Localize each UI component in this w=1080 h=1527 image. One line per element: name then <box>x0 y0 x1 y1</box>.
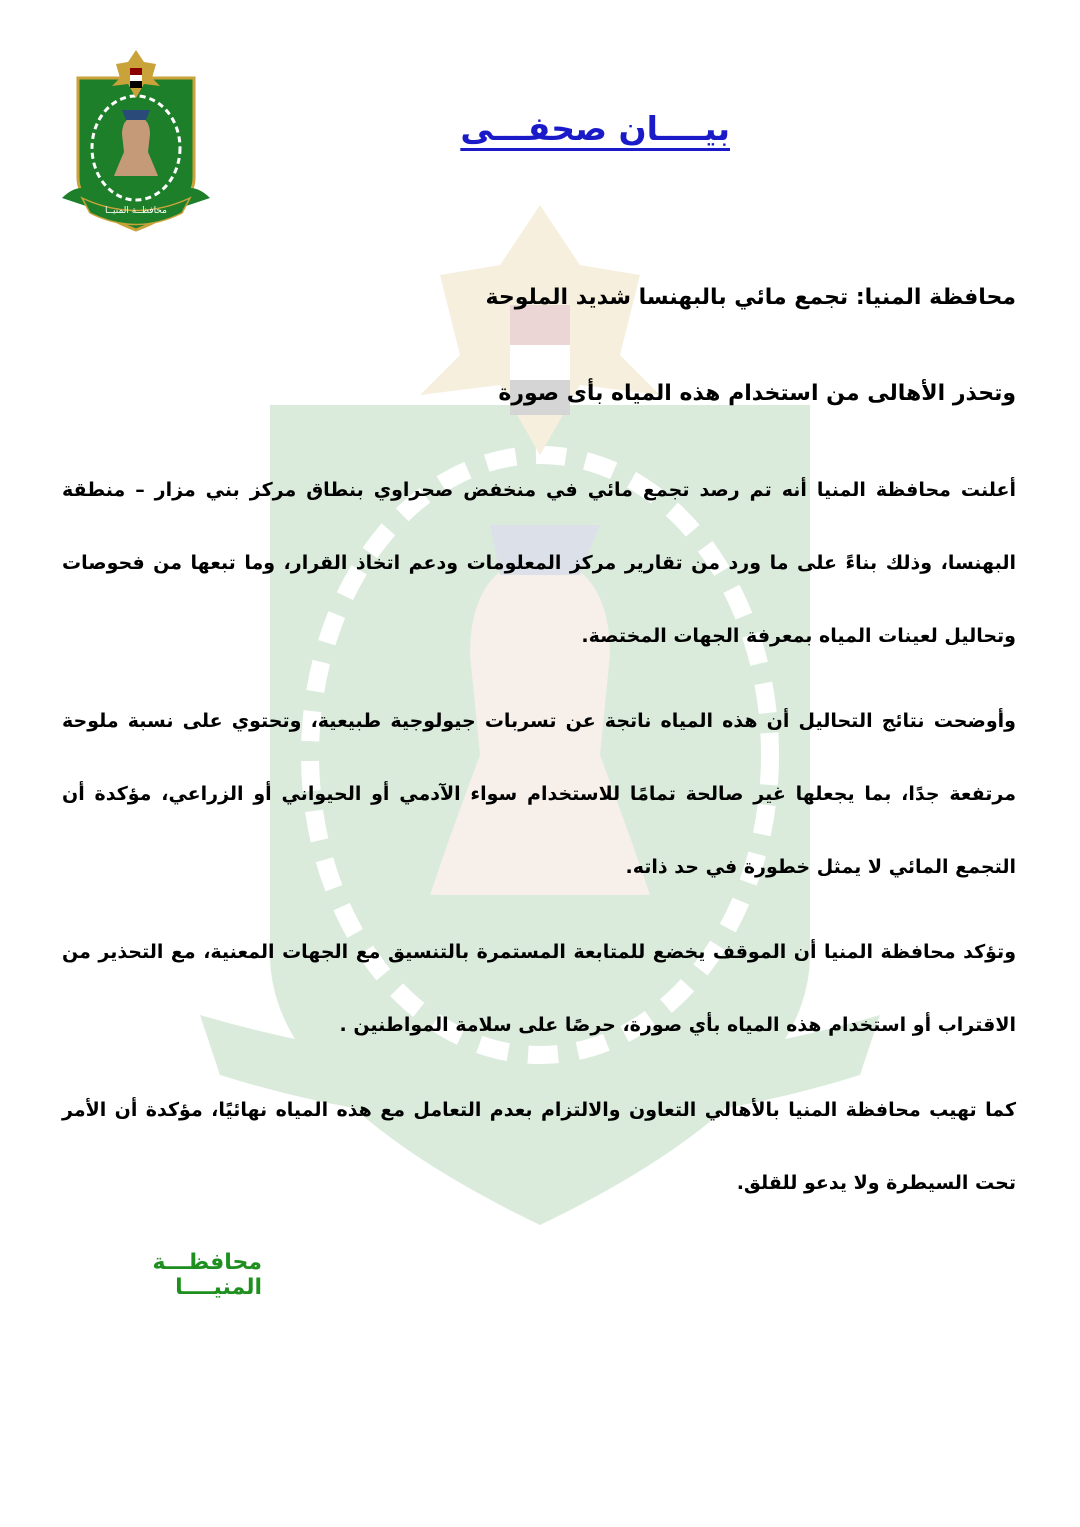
paragraph-1: أعلنت محافظة المنيا أنه تم رصد تجمع مائي في منخفض صحراوي بنطاق مركز بني مزار – منطقة البهنسا، وذلك بناءً على ما ورد من تقارير مركز المعلومات ودعم اتخاذ القرار، وما تبعها من فحوصات وتحاليل لعينات المياه بمعرفة الجهات المختصة. <box>62 479 1016 647</box>
paragraph-3: وتؤكد محافظة المنيا أن الموقف يخضع للمتابعة المستمرة بالتنسيق مع الجهات المعنية، مع التحذير من الاقتراب أو استخدام هذه المياه بأي صورة، حرصًا على سلامة المواطنين . <box>62 941 1016 1036</box>
headline-line-2: وتحذر الأهالى من استخدام هذه المياه بأى صورة <box>498 381 1016 406</box>
document-body <box>62 270 1016 1232</box>
signature: محافظـــة المنيــــا <box>152 1250 262 1300</box>
signature-block <box>62 1250 262 1300</box>
paragraph-2: وأوضحت نتائج التحاليل أن هذه المياه ناتجة عن تسربات جيولوجية طبيعية، وتحتوي على نسبة ملوحة مرتفعة جدًا، بما يجعلها غير صالحة تمامًا للاستخدام سواء الآدمي أو الحيواني أو الزراعي، مؤكدة أن التجمع المائي لا يمثل خطورة في حد ذاته. <box>62 710 1016 878</box>
headline <box>62 270 1016 422</box>
document-title: بيــــان صحفـــى <box>460 109 730 148</box>
paragraph-4: كما تهيب محافظة المنيا بالأهالي التعاون والالتزام بعدم التعامل مع هذه المياه نهائيًا، مؤكدة أن الأمر تحت السيطرة ولا يدعو للقلق. <box>62 1099 1016 1194</box>
headline-line-1: محافظة المنيا: تجمع مائي بالبهنسا شديد الملوحة <box>485 285 1016 310</box>
logo-caption: محافظــة المنيــا <box>105 206 167 216</box>
governorate-logo <box>62 48 210 238</box>
